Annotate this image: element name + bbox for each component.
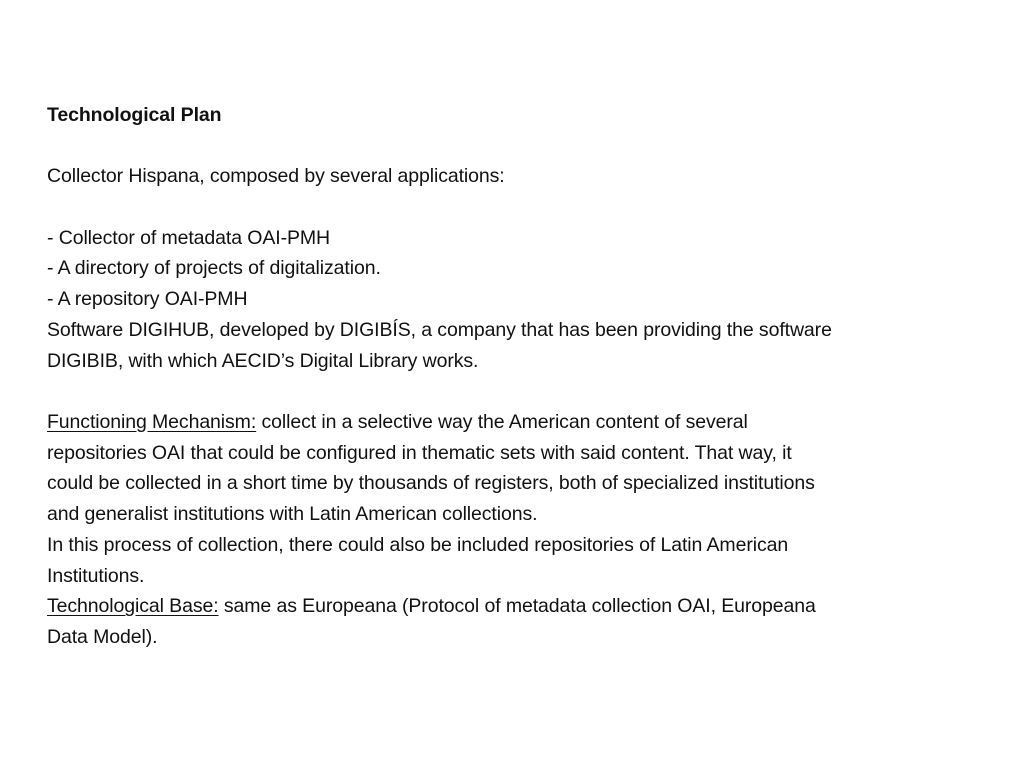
functioning-line: repositories OAI that could be configured in thematic sets with said content. That way, it bbox=[47, 441, 792, 464]
functioning-line: could be collected in a short time by thousands of registers, both of specialized institutions bbox=[47, 472, 815, 495]
functioning-text: collect in a selective way the American content of several bbox=[256, 410, 748, 433]
base-paragraph bbox=[47, 591, 997, 622]
application-item: - Collector of metadata OAI-PMH bbox=[47, 226, 330, 249]
slide-content bbox=[47, 100, 997, 653]
base-text: same as Europeana (Protocol of metadata collection OAI, Europeana bbox=[218, 595, 816, 618]
spacer bbox=[47, 192, 997, 223]
spacer bbox=[47, 376, 997, 407]
process-line: In this process of collection, there could also be included repositories of Latin American bbox=[47, 533, 789, 556]
base-label: Technological Base: bbox=[47, 595, 219, 618]
functioning-line: and generalist institutions with Latin American collections. bbox=[47, 503, 538, 526]
slide-title: Technological Plan bbox=[47, 104, 222, 126]
spacer bbox=[47, 131, 997, 162]
functioning-label: Functioning Mechanism: bbox=[47, 410, 257, 433]
software-line: Software DIGIHUB, developed by DIGIBÍS, a company that has been providing the software bbox=[47, 318, 832, 341]
application-item: - A repository OAI-PMH bbox=[47, 288, 248, 311]
functioning-paragraph bbox=[47, 407, 997, 438]
process-line: Institutions. bbox=[47, 564, 145, 587]
intro-line: Collector Hispana, composed by several applications: bbox=[47, 165, 505, 188]
base-line: Data Model). bbox=[47, 625, 158, 648]
software-line: DIGIBIB, with which AECID’s Digital Library works. bbox=[47, 349, 479, 372]
application-item: - A directory of projects of digitalization. bbox=[47, 257, 381, 280]
